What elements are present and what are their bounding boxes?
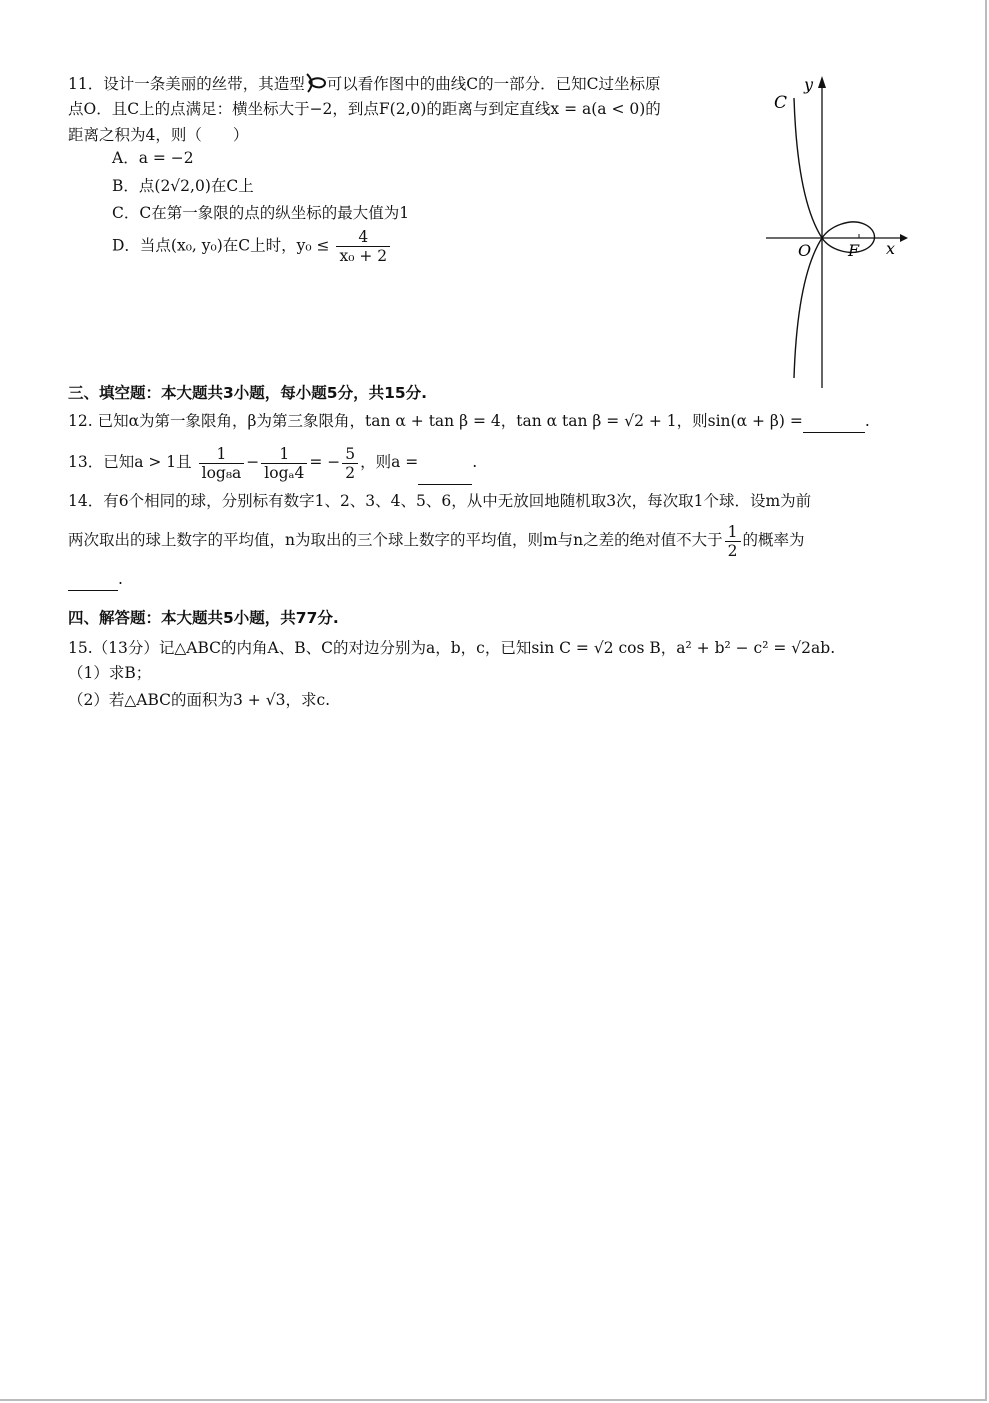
q11-option-b: B．点(2√2,0)在C上 [112, 177, 254, 195]
q14-text: 两次取出的球上数字的平均值，n为取出的三个球上数字的平均值，则m与n之差的绝对值不大于 [68, 531, 723, 549]
fraction-denominator: 2 [345, 463, 356, 482]
q12: 12. 已知α为第一象限角，β为第三象限角，tan α + tan β = 4，tan α tan β = √2 + 1，则sin(α + β) = . [68, 410, 870, 433]
q11-option-d-fraction [336, 228, 390, 265]
fraction-numerator: 1 [261, 445, 307, 464]
q11-option-c: C．C在第一象限的点的纵坐标的最大值为1 [112, 204, 410, 222]
answer-blank [68, 568, 118, 591]
q15-part1: （1）求B； [68, 664, 152, 682]
q13-equals: = − [309, 453, 341, 471]
curve-figure [760, 70, 910, 390]
q14-line3: . [68, 568, 123, 591]
section4-heading: 四、解答题：本大题共5小题，共77分. [68, 609, 339, 627]
ribbon-icon [305, 72, 327, 94]
q14-suffix: 的概率为 [742, 531, 805, 549]
q14-line1: 14．有6个相同的球，分别标有数字1、2、3、4、5、6，从中无放回地随机取3次，每次取1个球．设m为前 [68, 492, 812, 510]
q11-option-a: A．a = −2 [112, 149, 194, 167]
curve-label: C [774, 93, 788, 113]
fraction-denominator: 2 [727, 541, 738, 560]
fraction-numerator: 4 [336, 228, 390, 247]
fraction-numerator: 5 [342, 445, 358, 464]
q11-option-d-prefix: D．当点(x₀, y₀)在C上时，y₀ ≤ [112, 236, 330, 255]
q11-text-a: 11．设计一条美丽的丝带，其造型 [68, 75, 305, 93]
q13-suffix: ，则a = [360, 453, 419, 471]
q11-line2: 点O．且C上的点满足：横坐标大于−2，到点F(2,0)的距离与到定直线x = a(a < 0)的 [68, 100, 661, 118]
q11-text-b: 可以看作图中的曲线C的一部分．已知C过坐标原 [326, 75, 661, 93]
y-axis-arrow [818, 76, 826, 88]
q11-line1 [68, 72, 660, 95]
q14-fraction [725, 523, 741, 560]
q13-fraction-2 [261, 445, 307, 482]
q11-line3: 距离之积为4，则（ ） [68, 126, 249, 144]
q14-line2 [68, 520, 805, 560]
q15-line1: 15.（13分）记△ABC的内角A、B、C的对边分别为a，b，c，已知sin C = √2 cos B，a² + b² − c² = √2ab. [68, 639, 836, 657]
q13-prefix: 13．已知a > 1且 [68, 453, 192, 471]
fraction-numerator: 1 [725, 523, 741, 542]
q15-part2: （2）若△ABC的面积为3 + √3，求c. [68, 691, 331, 709]
origin-label: O [798, 241, 812, 260]
fraction-denominator: x₀ + 2 [339, 247, 388, 265]
answer-blank [418, 440, 472, 485]
q13: 13．已知a > 1且 $\frac{1}{\text{log₈a}}$ − $\frac{1}{\text{logₐ4}}$ = − $\frac{5}{2}$ ，则a = . [68, 440, 477, 485]
y-axis-label: y [804, 75, 814, 94]
q13-minus: − [246, 453, 260, 471]
answer-blank [803, 410, 865, 433]
section3-heading: 三、填空题：本大题共3小题，每小题5分，共15分. [68, 384, 428, 402]
q12-text: 12. 已知α为第一象限角，β为第三象限角，tan α + tan β = 4，tan α tan β = √2 + 1，则sin(α + β) = [68, 412, 803, 430]
fraction-denominator: log₈a [201, 463, 242, 482]
fraction-denominator: logₐ4 [264, 463, 305, 482]
x-axis-label: x [886, 239, 896, 258]
q11-option-d [112, 228, 392, 265]
fraction-numerator: 1 [199, 445, 245, 464]
q13-fraction-1 [199, 445, 245, 482]
q13-fraction-3 [342, 445, 358, 482]
x-axis-arrow [900, 234, 908, 242]
focus-label: F [848, 241, 860, 260]
